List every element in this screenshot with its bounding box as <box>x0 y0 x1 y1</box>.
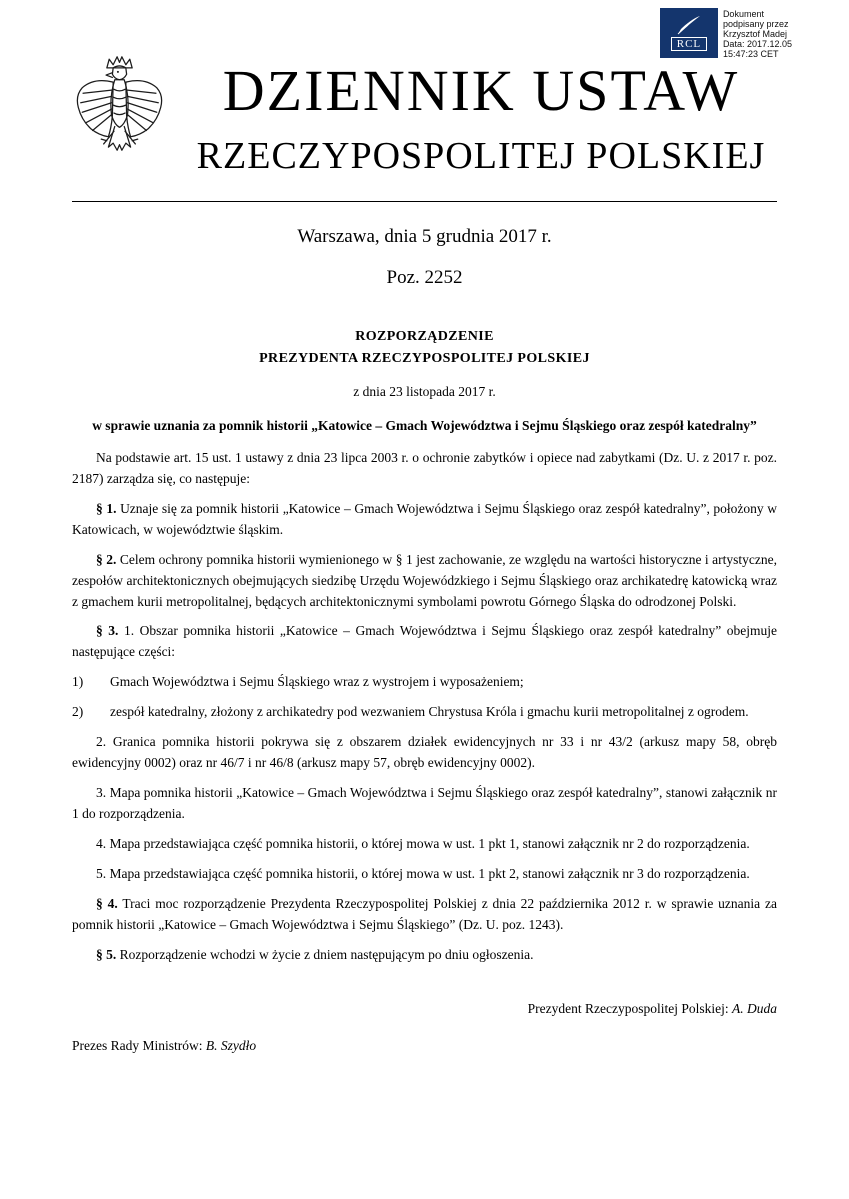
intro-text: Na podstawie art. 15 ust. 1 ustawy z dnia 23 lipca 2003 r. o ochronie zabytków i opiece nad zabytkami (Dz. U. z 2017 r. poz. 2187) zarządza się, co następuje: <box>72 450 777 486</box>
stamp-line-4: Data: 2017.12.05 <box>722 39 792 50</box>
premier-signature-name: B. Szydło <box>205 1038 257 1054</box>
rcl-logo <box>660 8 718 58</box>
intro-paragraph <box>72 448 777 490</box>
paragraph-3-ust-3 <box>72 783 777 825</box>
header-divider <box>72 201 777 202</box>
paragraph-2-label: § 2. <box>96 551 117 567</box>
paragraph-1 <box>72 499 777 541</box>
paragraph-2 <box>72 550 777 613</box>
paragraph-5 <box>72 945 777 966</box>
act-subject: w sprawie uznania za pomnik historii „Katowice – Gmach Województwa i Sejmu Śląskiego oraz zespół katedralny” <box>92 418 757 433</box>
list-item-1-text: Gmach Województwa i Sejmu Śląskiego wraz z wystrojem i wyposażeniem; <box>110 674 524 690</box>
premier-signature-label: Prezes Rady Ministrów: <box>72 1038 203 1054</box>
paragraph-4 <box>72 894 777 936</box>
list-item-2-text: zespół katedralny, złożony z archikatedry pod wezwaniem Chrystusa Króla i gmachu kurii metropolitalnej z ogrodem. <box>110 704 749 720</box>
masthead-titles <box>167 57 777 178</box>
position-number: Poz. 2252 <box>386 267 463 288</box>
president-signature-label: Prezydent Rzeczypospolitej Polskiej: <box>527 1001 729 1017</box>
signature-stamp <box>660 8 792 59</box>
gazette-title: DZIENNIK USTAW <box>222 57 740 123</box>
paragraph-3-ust-4-text: 4. Mapa przedstawiająca część pomnika historii, o której mowa w ust. 1 pkt 1, stanowi załącznik nr 2 do rozporządzenia. <box>96 835 750 851</box>
president-signature-name: A. Duda <box>732 1001 777 1017</box>
place-date-line: Warszawa, dnia 5 grudnia 2017 r. <box>297 226 552 247</box>
paragraph-4-text: Traci moc rozporządzenie Prezydenta Rzeczypospolitej Polskiej z dnia 22 października 2012 r. w sprawie uznania za pomnik historii „Katowice – Gmach Województwa i Sejmu Śląskiego” (Dz. U. poz. 1243). <box>72 895 777 932</box>
stamp-line-5: 15:47:23 CET <box>722 49 779 60</box>
paragraph-3-ust-3-text: 3. Mapa pomnika historii „Katowice – Gmach Województwa i Sejmu Śląskiego oraz zespół katedralny”, stanowi załącznik nr 1 do rozporządzenia. <box>72 784 777 821</box>
act-issuer: PREZYDENTA RZECZYPOSPOLITEJ POLSKIEJ <box>259 351 590 366</box>
paragraph-3-ust-5-text: 5. Mapa przedstawiająca część pomnika historii, o której mowa w ust. 1 pkt 2, stanowi załącznik nr 3 do rozporządzenia. <box>96 865 750 881</box>
gazette-subtitle: RZECZYPOSPOLITEJ POLSKIEJ <box>196 134 766 177</box>
paragraph-3-ust-2-text: 2. Granica pomnika historii pokrywa się z obszarem działek ewidencyjnych nr 33 i nr 43/2 (arkusz mapy 58, obręb ewidencyjny 0002) oraz nr 46/7 i nr 46/8 (arkusz mapy 57, obręb ewidencyjny 0002). <box>72 734 777 771</box>
paragraph-3-ust-2 <box>72 732 777 774</box>
stamp-line-2: podpisany przez <box>722 19 789 30</box>
paragraph-3-ust-4 <box>72 834 777 855</box>
paragraph-3-text: 1. Obszar pomnika historii „Katowice – Gmach Województwa i Sejmu Śląskiego oraz zespół katedralny” obejmuje następujące części: <box>72 623 777 660</box>
act-body <box>72 448 777 1057</box>
paragraph-3-ust-5 <box>72 864 777 885</box>
signature-stamp-text <box>718 8 792 59</box>
paragraph-3-label: § 3. <box>96 623 119 639</box>
paragraph-3 <box>72 621 777 663</box>
act-date: z dnia 23 listopada 2017 r. <box>353 384 496 399</box>
paragraph-4-label: § 4. <box>96 895 118 911</box>
paragraph-1-label: § 1. <box>96 500 117 516</box>
stamp-line-1: Dokument <box>722 9 764 19</box>
president-signature <box>72 999 777 1020</box>
stamp-line-3: Krzysztof Madej <box>722 29 787 40</box>
polish-eagle-emblem <box>72 52 167 187</box>
masthead <box>72 52 777 187</box>
paragraph-2-text: Celem ochrony pomnika historii wymienionego w § 1 jest zachowanie, ze względu na wartości historyczne i artystyczne, zespołów architektonicznych obejmujących siedzibę Urzędu Wojewódzkiego i Sejmu Śląskiego oraz archikatedrę katowicką wraz z gmachem kurii metropolitalnej, będących architektonicznymi symbolami powrotu Górnego Śląska do odrodzonej Polski. <box>72 551 778 609</box>
premier-signature <box>72 1036 777 1057</box>
list-item-2 <box>72 702 777 723</box>
list-item-1-number: 1) <box>72 674 84 690</box>
paragraph-5-label: § 5. <box>96 946 117 962</box>
paragraph-1-text: Uznaje się za pomnik historii „Katowice – Gmach Województwa i Sejmu Śląskiego oraz zespół katedralny”, położony w Katowicach, w województwie śląskim. <box>72 500 778 537</box>
paragraph-5-text: Rozporządzenie wchodzi w życie z dniem następującym po dniu ogłoszenia. <box>119 946 534 962</box>
quill-icon <box>676 15 702 35</box>
list-item-1 <box>72 672 777 693</box>
rcl-logo-text: RCL <box>671 37 707 51</box>
act-kind: ROZPORZĄDZENIE <box>355 329 494 344</box>
list-item-2-number: 2) <box>72 704 84 720</box>
